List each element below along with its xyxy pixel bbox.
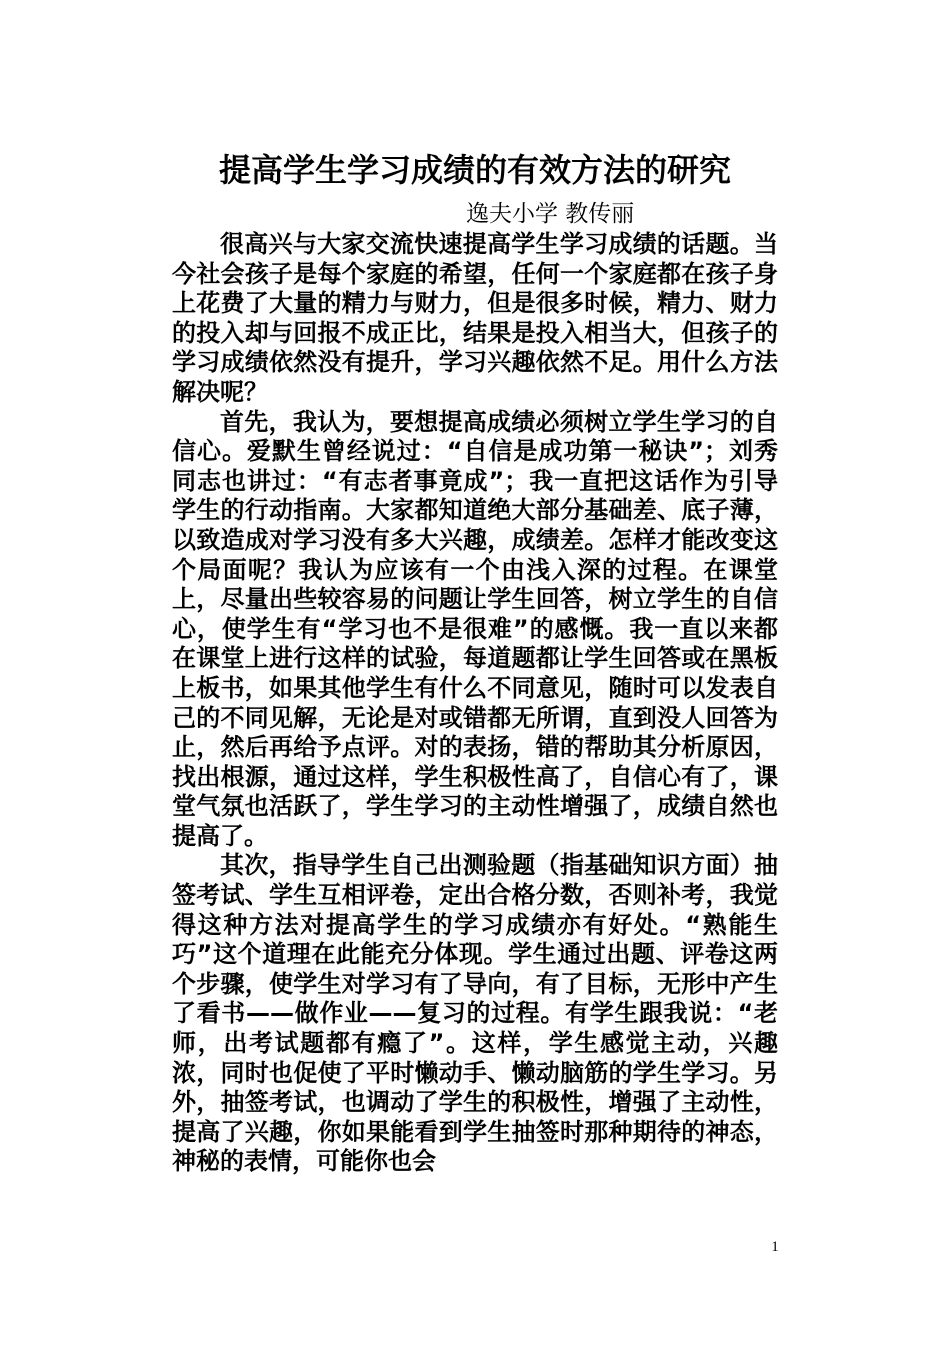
page-number: 1 bbox=[771, 1239, 779, 1255]
document-body bbox=[172, 230, 778, 1177]
paragraph-intro: 很高兴与大家交流快速提高学生学习成绩的话题。当今社会孩子是每个家庭的希望，任何一个家庭都在孩子身上花费了大量的精力与财力，但是很多时候，精力、财力的投入却与回报不成正比，结果是投入相当大，但孩子的学习成绩依然没有提升，学习兴趣依然不足。用什么方法解决呢？ bbox=[172, 230, 778, 406]
author-line: 逸夫小学 教传丽 bbox=[466, 201, 635, 227]
paragraph-second: 其次，指导学生自己出测验题（指基础知识方面）抽签考试、学生互相评卷，定出合格分数，否则补考，我觉得这种方法对提高学生的学习成绩亦有好处。“熟能生巧”这个道理在此能充分体现。学生通过出题、评卷这两个步骤，使学生对学习有了导向，有了目标，无形中产生了看书——做作业——复习的过程。有学生跟我说：“老师，出考试题都有瘾了”。这样，学生感觉主动，兴趣浓，同时也促使了平时懒动手、懒动脑筋的学生学习。另外，抽签考试，也调动了学生的积极性，增强了主动性，提高了兴趣，你如果能看到学生抽签时那种期待的神态，神秘的表情，可能你也会 bbox=[172, 851, 778, 1176]
paragraph-first: 首先，我认为，要想提高成绩必须树立学生学习的自信心。爱默生曾经说过：“自信是成功第一秘诀”；刘秀同志也讲过：“有志者事竟成”；我一直把这话作为引导学生的行动指南。大家都知道绝大部分基础差、底子薄，以致造成对学习没有多大兴趣，成绩差。怎样才能改变这个局面呢？我认为应该有一个由浅入深的过程。在课堂上，尽量出些较容易的问题让学生回答，树立学生的自信心，使学生有“学习也不是很难”的感慨。我一直以来都在课堂上进行这样的试验，每道题都让学生回答或在黑板上板书，如果其他学生有什么不同意见，随时可以发表自己的不同见解，无论是对或错都无所谓，直到没人回答为止，然后再给予点评。对的表扬，错的帮助其分析原因，找出根源，通过这样，学生积极性高了，自信心有了，课堂气氛也活跃了，学生学习的主动性增强了，成绩自然也提高了。 bbox=[172, 407, 778, 850]
document-title: 提高学生学习成绩的有效方法的研究 bbox=[218, 151, 731, 189]
